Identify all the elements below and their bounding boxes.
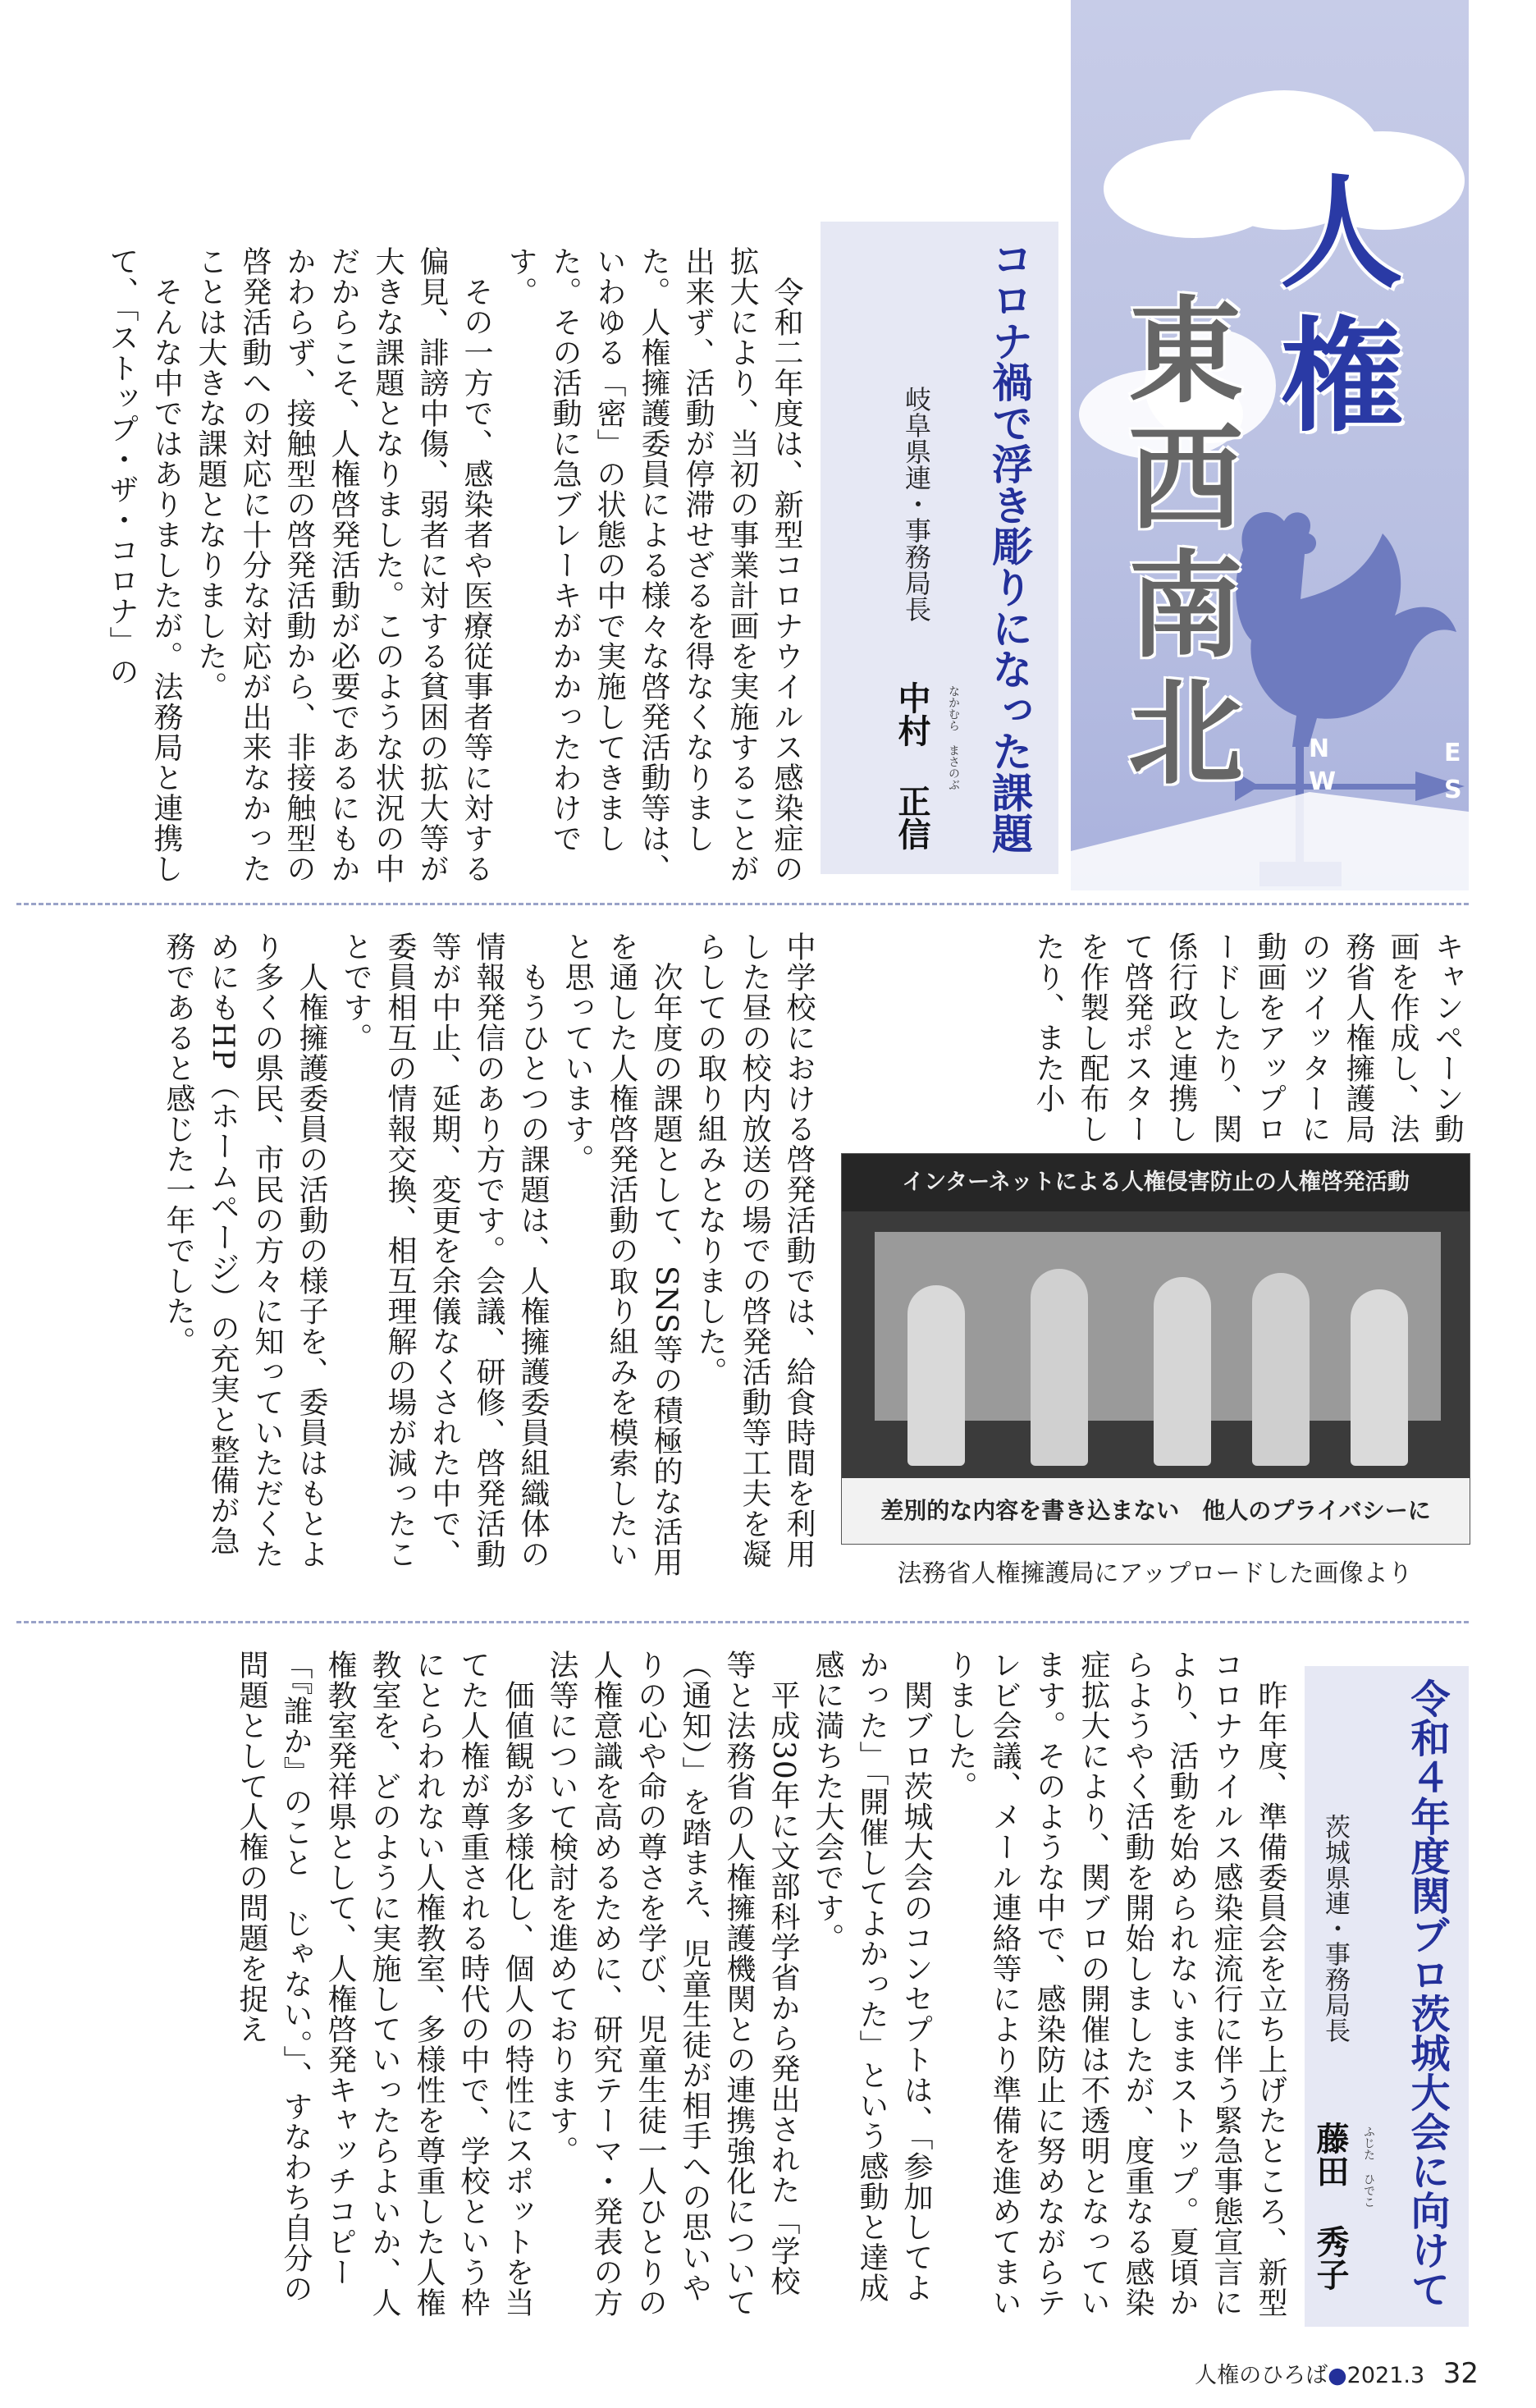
child-figure — [1031, 1269, 1088, 1466]
banner-char: 南 — [1128, 540, 1244, 674]
child-figure — [1252, 1273, 1310, 1466]
banner-char: 権 — [1280, 306, 1404, 449]
header-banner — [1071, 0, 1469, 890]
page-footer — [1195, 2357, 1479, 2390]
rooftop-shape — [1071, 792, 1469, 890]
article1-title-box — [821, 222, 1058, 874]
article1-body-main: 中学校における啓発活動では、給食時間を利用した昼の校内放送の場での啓発活動等工夫を凝らしての取り組みとなりました。 次年度の課題として、SNS等の積極的な活用を通した人権啓発活動の取り組みを模索したいと思っています。 もうひとつの課題は、人権擁護委員組織体の情報発信のあり方です。会議、研修、啓発活動等が中止、延期、変更を余儀なくされた中で、委員相互の情報交換、相互理解の場が減ったことです。 人権擁護委員の活動の様子を、委員はもとより多くの県民、市民の方々に知っていただくためにもHP（ホームページ）の充実と整備が急務であると感じた一年でした。 — [162, 932, 816, 1577]
bullet-icon: ● — [1328, 2363, 1347, 2388]
banner-char: 西 — [1128, 413, 1244, 547]
article1-body: 令和二年度は、新型コロナウイルス感染症の拡大により、当初の事業計画を実施することが出来ず、活動が停滞せざるを得なくなりました。人権擁護委員による様々な啓発活動等は、いわゆる「密」の状態の中で実施してきました。その活動に急ブレーキがかかったわけです。 その一方で、感染者や医療従事者等に対する偏見、誹謗中傷、弱者に対する貧困の拡大等が大きな課題となりました。このような状況の中だからこそ、人権啓発活動が必要であるにもかかわらず、接触型の啓発活動から、非接触型の啓発活動への対応に十分な対応が出来なかったことは大きな課題となりました。 そんな中ではありましたが。法務局と連携して、「ストップ・ザ・コロナ」の — [105, 246, 803, 884]
article1-author-ruby: なかむら まさのぶ — [947, 685, 960, 790]
photo-footer-text: 差別的な内容を書き込まない 他人のプライバシーに — [842, 1478, 1470, 1544]
page-number: 32 — [1442, 2357, 1479, 2390]
article2-affiliation: 茨城県連・事務局長 — [1320, 1814, 1350, 2043]
article1-title: コロナ禍で浮き彫りになった課題 — [985, 238, 1033, 854]
article2-author: 藤田 秀子 — [1311, 2122, 1349, 2291]
child-figure — [907, 1285, 965, 1466]
banner-char: 東 — [1128, 286, 1244, 419]
article1-affiliation: 岐阜県連・事務局長 — [901, 386, 932, 622]
compass-letter: S — [1444, 776, 1462, 804]
compass-letter: E — [1444, 739, 1461, 767]
magazine-name: 人権のひろば — [1195, 2363, 1328, 2388]
banner-char: 人 — [1280, 163, 1404, 305]
article1-body-continued: キャンペーン動画を作成し、法務省人権擁護局のツイッターに動画をアップロードしたり、関係行政と連携して啓発ポスターを作製し配布したり、また小 — [1031, 932, 1464, 1144]
article2-author-ruby: ふじた ひでこ — [1362, 2126, 1375, 2208]
compass-letter: W — [1309, 767, 1337, 796]
article2-title: 令和４年度関ブロ茨城大会に向けて — [1404, 1678, 1450, 2309]
article2-title-box — [1305, 1666, 1469, 2327]
child-figure — [1351, 1289, 1408, 1466]
photo-header-text: インターネットによる人権侵害防止の人権啓発活動 — [842, 1154, 1470, 1211]
article2-body: 昨年度、準備委員会を立ち上げたところ、新型コロナウイルス感染症流行に伴う緊急事態宣言により、活動を始められないままストップ。夏頃からようやく活動を開始しましたが、度重なる感染症拡大により、関ブロの開催は不透明となっています。そのような中で、感染防止に努めながらテレビ会議、メール連絡等により準備を進めてまいりました。 関ブロ茨城大会のコンセプトは、「参加してよかった」「開催してよかった」という感動と達成感に満ちた大会です。 平成30年に文部科学省から発出された「学校等と法務省の人権擁護機関との連携強化について（通知）」を踏まえ、児童生徒が相手への思いやりの心や命の尊さを学び、児童生徒一人ひとりの人権意識を高めるために、研究テーマ・発表の方法等について検討を進めております。 価値観が多様化し、個人の特性にスポットを当てた人権が尊重される時代の中で、学校という枠にとらわれない人権教室、多様性を尊重した人権教室を、どのように実施していったらよいか、人権教室発祥県として、人権啓発キャッチコピー「『誰か』のこと じゃない。」、すなわち自分の問題として人権の問題を捉え — [235, 1650, 1287, 2318]
section-divider — [16, 1621, 1469, 1623]
issue-date: 2021.3 — [1346, 2363, 1425, 2388]
compass-letter: N — [1309, 735, 1330, 763]
section-divider — [16, 903, 1469, 905]
banner-char: 北 — [1128, 667, 1244, 801]
child-figure — [1154, 1277, 1211, 1466]
article1-author: 中村 正信 — [893, 681, 930, 850]
campaign-photo — [841, 1153, 1470, 1545]
photo-caption: 法務省人権擁護局にアップロードした画像より — [897, 1559, 1413, 1588]
